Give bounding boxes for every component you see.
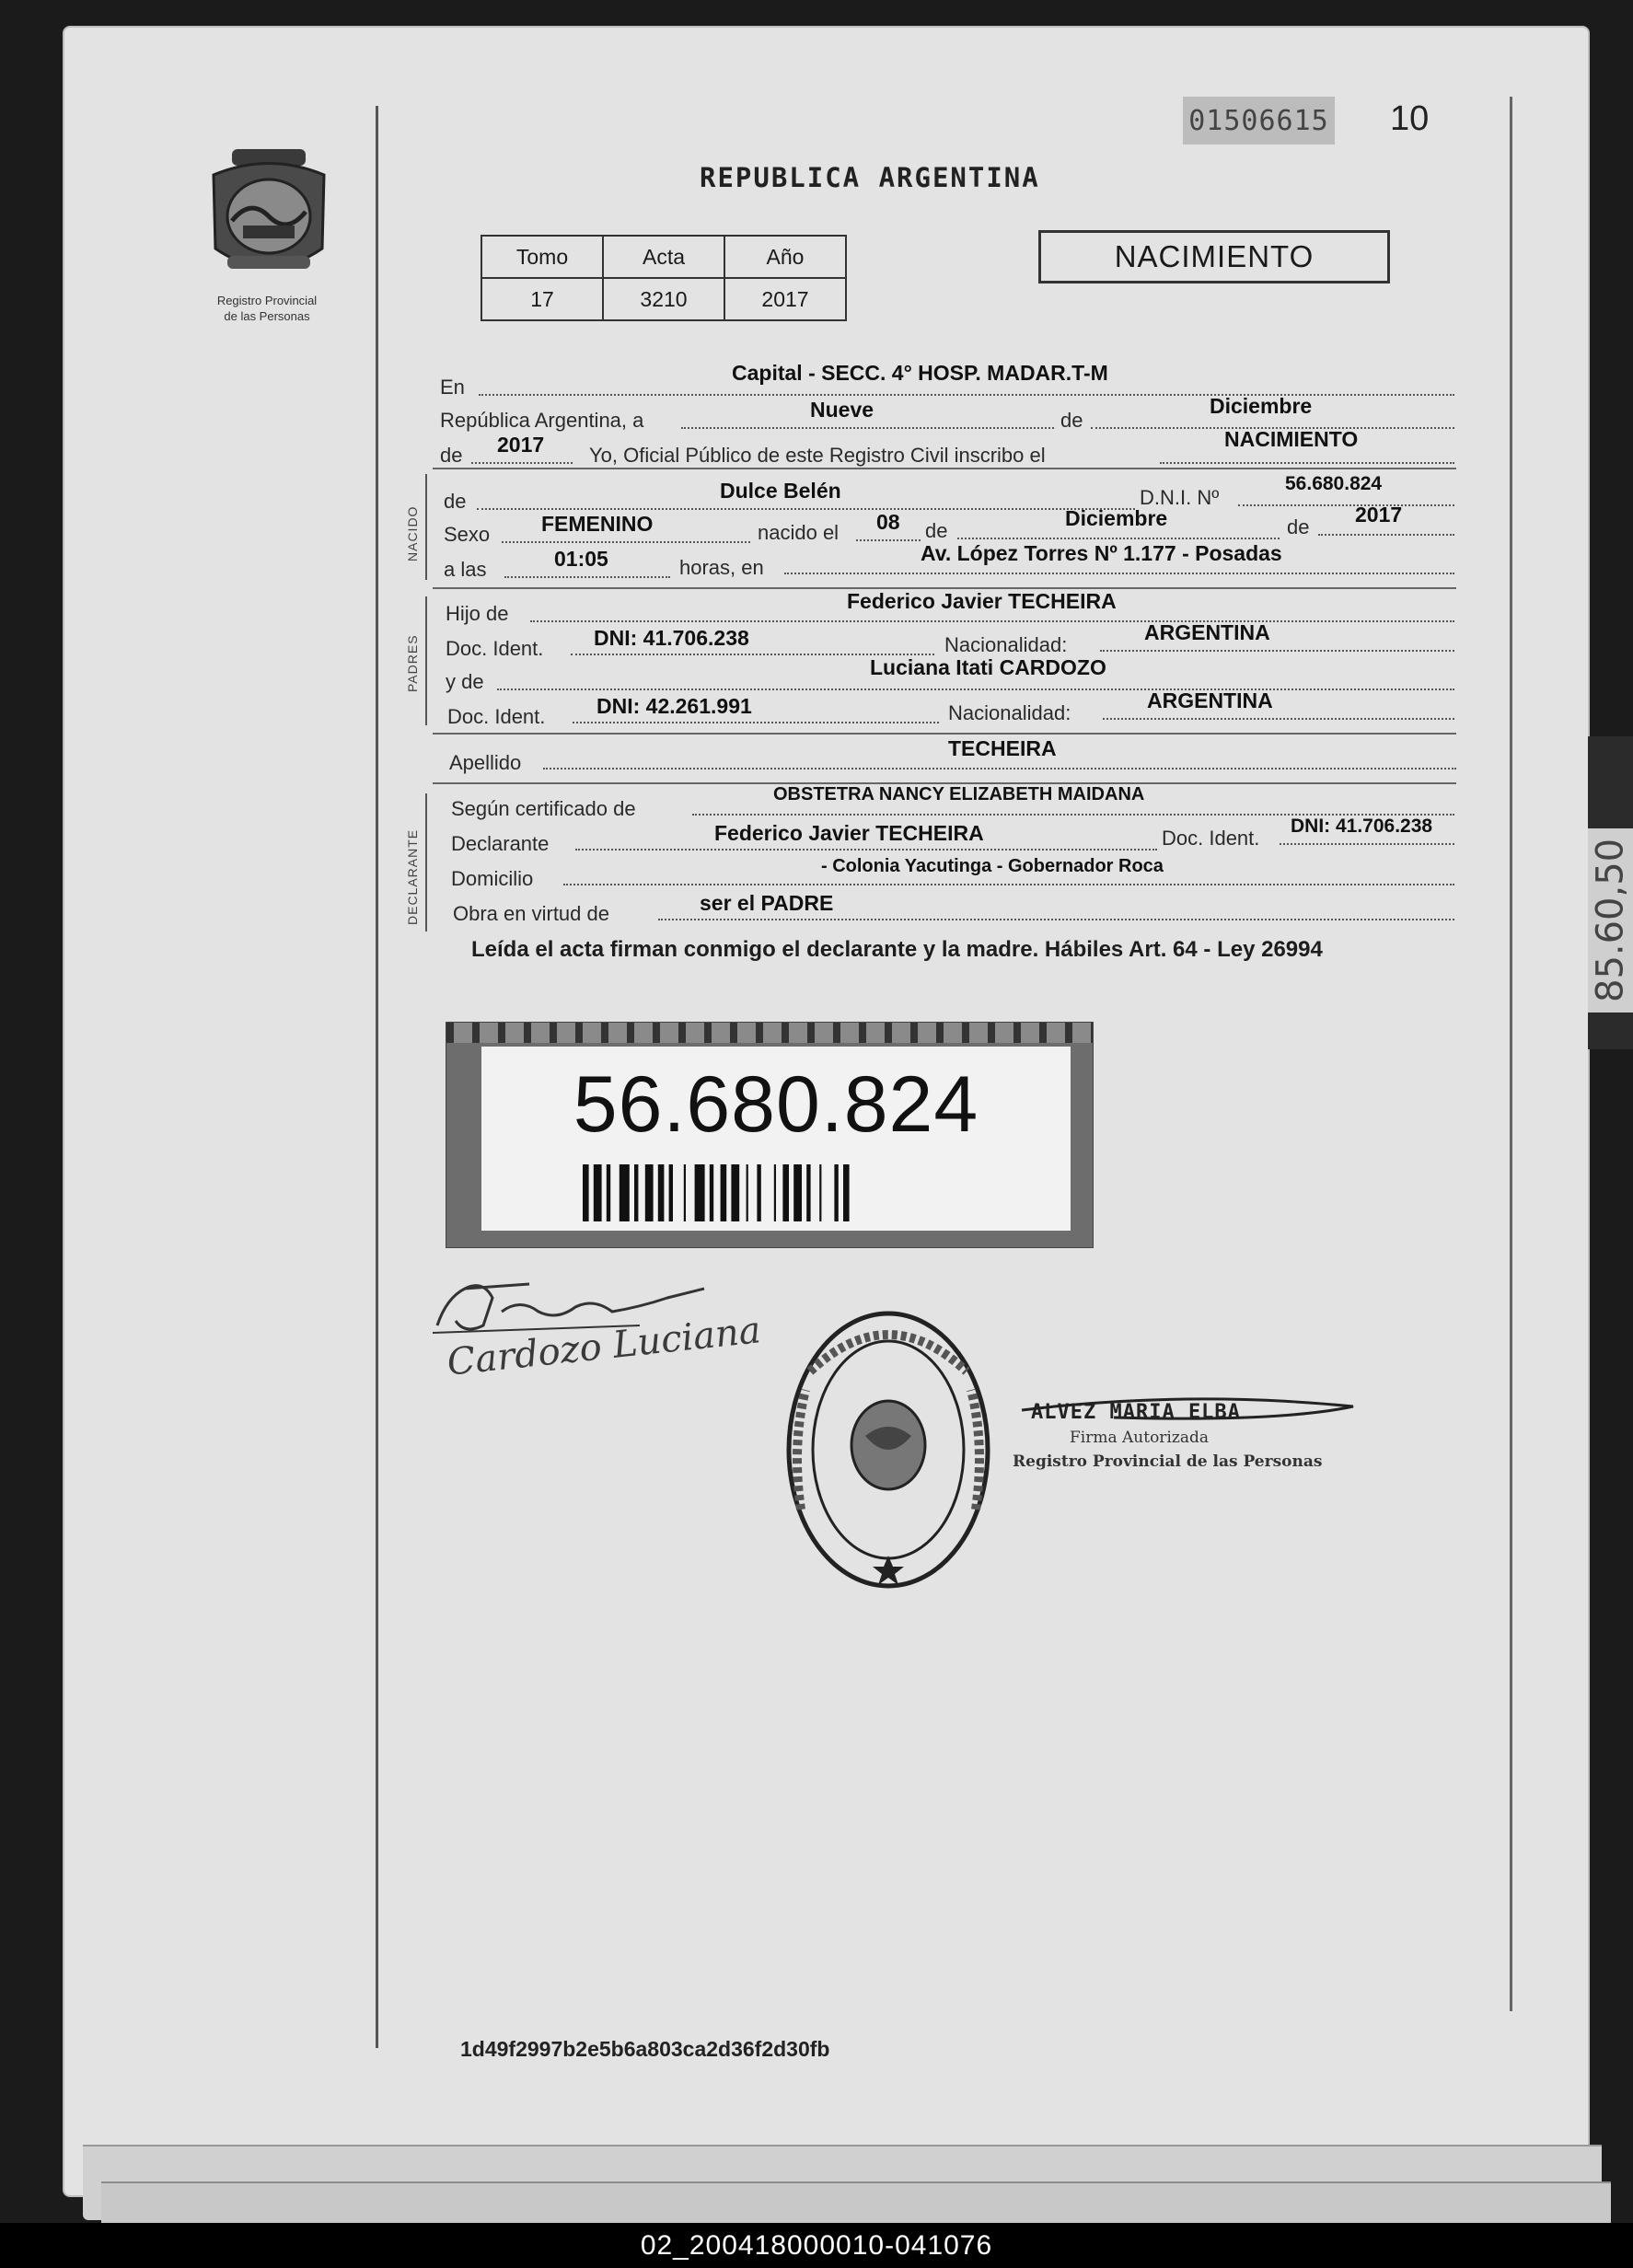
- sticker-pattern: [446, 1023, 1093, 1043]
- value-madre-doc: DNI: 42.261.991: [596, 694, 752, 718]
- value-lugar: Capital - SECC. 4° HOSP. MADAR.T-M: [732, 361, 1108, 385]
- footer-filename: 02_200418000010-041076: [0, 2223, 1633, 2268]
- dotted-line: [1318, 534, 1454, 536]
- barcode-icon: [583, 1164, 969, 1221]
- registry-header-tomo: Tomo: [481, 236, 603, 278]
- sticker-dni-number: 56.680.824: [573, 1060, 979, 1149]
- registry-value-anio: 2017: [724, 278, 846, 320]
- dotted-line: [658, 919, 1454, 920]
- dotted-line: [477, 508, 1135, 510]
- value-dni: 56.680.824: [1285, 473, 1383, 494]
- registry-table: [481, 235, 847, 321]
- dotted-line: [530, 620, 1454, 622]
- label-de-nombre: de: [444, 490, 467, 513]
- logo-caption-line-2: de las Personas: [224, 309, 310, 323]
- dotted-line: [1100, 650, 1454, 652]
- label-doc-madre: Doc. Ident.: [447, 705, 546, 728]
- dotted-line: [497, 688, 1454, 690]
- logo-caption-line-1: Registro Provincial: [216, 294, 318, 307]
- dotted-line: [1103, 718, 1454, 720]
- serial-number: 01506615: [1183, 97, 1335, 145]
- label-de-mes: de: [925, 519, 948, 542]
- label-domicilio: Domicilio: [451, 867, 534, 890]
- value-padre: Federico Javier TECHEIRA: [847, 589, 1117, 613]
- dotted-line: [471, 462, 573, 464]
- official-role: Firma Autorizada: [1070, 1429, 1209, 1447]
- mother-signature: Cardozo Luciana: [445, 1309, 763, 1384]
- value-mes: Diciembre: [1210, 394, 1313, 418]
- closing-note: Leída el acta firman conmigo el declarante y la madre. Hábiles Art. 64 - Ley 26994: [471, 937, 1323, 962]
- label-republica: República Argentina, a: [440, 409, 644, 432]
- label-doc-padre: Doc. Ident.: [446, 637, 544, 660]
- dotted-line: [1280, 843, 1454, 845]
- official-name: ALVEZ MARIA ELBA: [1031, 1401, 1241, 1424]
- sticker-label: [481, 1047, 1071, 1231]
- margin-rule-right: [1510, 97, 1512, 2011]
- dotted-line: [575, 849, 1157, 850]
- registry-value-tomo: 17: [481, 278, 603, 320]
- dotted-line: [573, 722, 939, 723]
- page-number: 10: [1390, 99, 1430, 138]
- label-de-anio: de: [440, 444, 463, 467]
- value-anio: 2017: [497, 433, 545, 457]
- value-madre-nac: ARGENTINA: [1147, 688, 1273, 712]
- label-a-las: a las: [444, 558, 487, 581]
- dni-sticker: [446, 1022, 1094, 1248]
- margin-rule-left: [376, 106, 378, 2048]
- dotted-line: [856, 539, 921, 541]
- value-nombre: Dulce Belén: [720, 479, 841, 503]
- dotted-line: [957, 538, 1280, 539]
- value-padre-doc: DNI: 41.706.238: [594, 626, 749, 650]
- label-en: En: [440, 376, 465, 399]
- section-label-nacido: NACIDO: [405, 505, 420, 561]
- section-label-declarante: DECLARANTE: [405, 828, 420, 925]
- value-declarante-doc: DNI: 41.706.238: [1291, 816, 1433, 837]
- label-de: de: [1060, 409, 1083, 432]
- value-padre-nac: ARGENTINA: [1144, 620, 1270, 644]
- registry-header-acta: Acta: [603, 236, 724, 278]
- section-separator: [433, 733, 1456, 735]
- value-apellido: TECHEIRA: [948, 736, 1057, 760]
- label-de-anio-nac: de: [1287, 515, 1310, 538]
- label-nac-madre: Nacionalidad:: [948, 701, 1071, 724]
- label-y-de: y de: [446, 670, 484, 693]
- value-obra: ser el PADRE: [700, 891, 834, 915]
- official-org: Registro Provincial de las Personas: [1013, 1452, 1323, 1471]
- label-nacido: nacido el: [758, 521, 840, 544]
- official-signature-block: [1003, 1390, 1372, 1500]
- value-acto: NACIMIENTO: [1224, 427, 1359, 451]
- side-note: 85.60,50: [1588, 828, 1633, 1012]
- value-sexo: FEMENINO: [541, 512, 654, 536]
- value-dia-letras: Nueve: [810, 398, 874, 422]
- label-segun: Según certificado de: [451, 797, 636, 820]
- dotted-line: [502, 541, 750, 543]
- dotted-line: [1160, 462, 1454, 464]
- value-lugar-nac: Av. López Torres Nº 1.177 - Posadas: [921, 541, 1282, 565]
- value-madre: Luciana Itati CARDOZO: [870, 655, 1106, 679]
- label-nac-padre: Nacionalidad:: [944, 633, 1068, 656]
- dotted-line: [504, 576, 670, 578]
- dotted-line: [681, 427, 1054, 429]
- bracket-declarante: [425, 793, 427, 932]
- label-dni: D.N.I. Nº: [1140, 486, 1220, 509]
- dotted-line: [1238, 504, 1454, 506]
- label-horas: horas, en: [679, 556, 764, 579]
- document-hash: 1d49f2997b2e5b6a803ca2d36f2d30fb: [460, 2037, 830, 2061]
- label-sexo: Sexo: [444, 523, 491, 546]
- value-nac-anio: 2017: [1355, 503, 1403, 526]
- section-separator: [433, 468, 1456, 469]
- value-nac-mes: Diciembre: [1065, 506, 1168, 530]
- label-obra: Obra en virtud de: [453, 902, 609, 925]
- registry-header-anio: Año: [724, 236, 846, 278]
- value-hora: 01:05: [554, 547, 608, 571]
- logo-caption: [180, 293, 354, 324]
- value-nac-dia: 08: [876, 510, 900, 534]
- provincial-shield-icon: [204, 147, 333, 285]
- bracket-padres: [425, 596, 427, 725]
- dotted-line: [563, 884, 1454, 885]
- label-doc-declarante: Doc. Ident.: [1162, 827, 1260, 850]
- section-label-padres: PADRES: [405, 634, 420, 692]
- label-oficial: Yo, Oficial Público de este Registro Civil inscribo el: [589, 444, 1046, 467]
- value-certificado: OBSTETRA NANCY ELIZABETH MAIDANA: [773, 784, 1145, 804]
- label-apellido: Apellido: [449, 751, 522, 774]
- dotted-line: [784, 573, 1454, 574]
- official-seal-icon: [782, 1307, 994, 1592]
- document-title: REPUBLICA ARGENTINA: [700, 162, 1040, 193]
- value-domicilio: - Colonia Yacutinga - Gobernador Roca: [821, 856, 1164, 876]
- dotted-line: [543, 768, 1456, 770]
- value-declarante: Federico Javier TECHEIRA: [714, 821, 984, 845]
- label-declarante: Declarante: [451, 832, 550, 855]
- registry-value-acta: 3210: [603, 278, 724, 320]
- record-type-box: NACIMIENTO: [1038, 230, 1390, 284]
- label-hijo-de: Hijo de: [446, 602, 509, 625]
- bracket-nacido: [425, 474, 427, 580]
